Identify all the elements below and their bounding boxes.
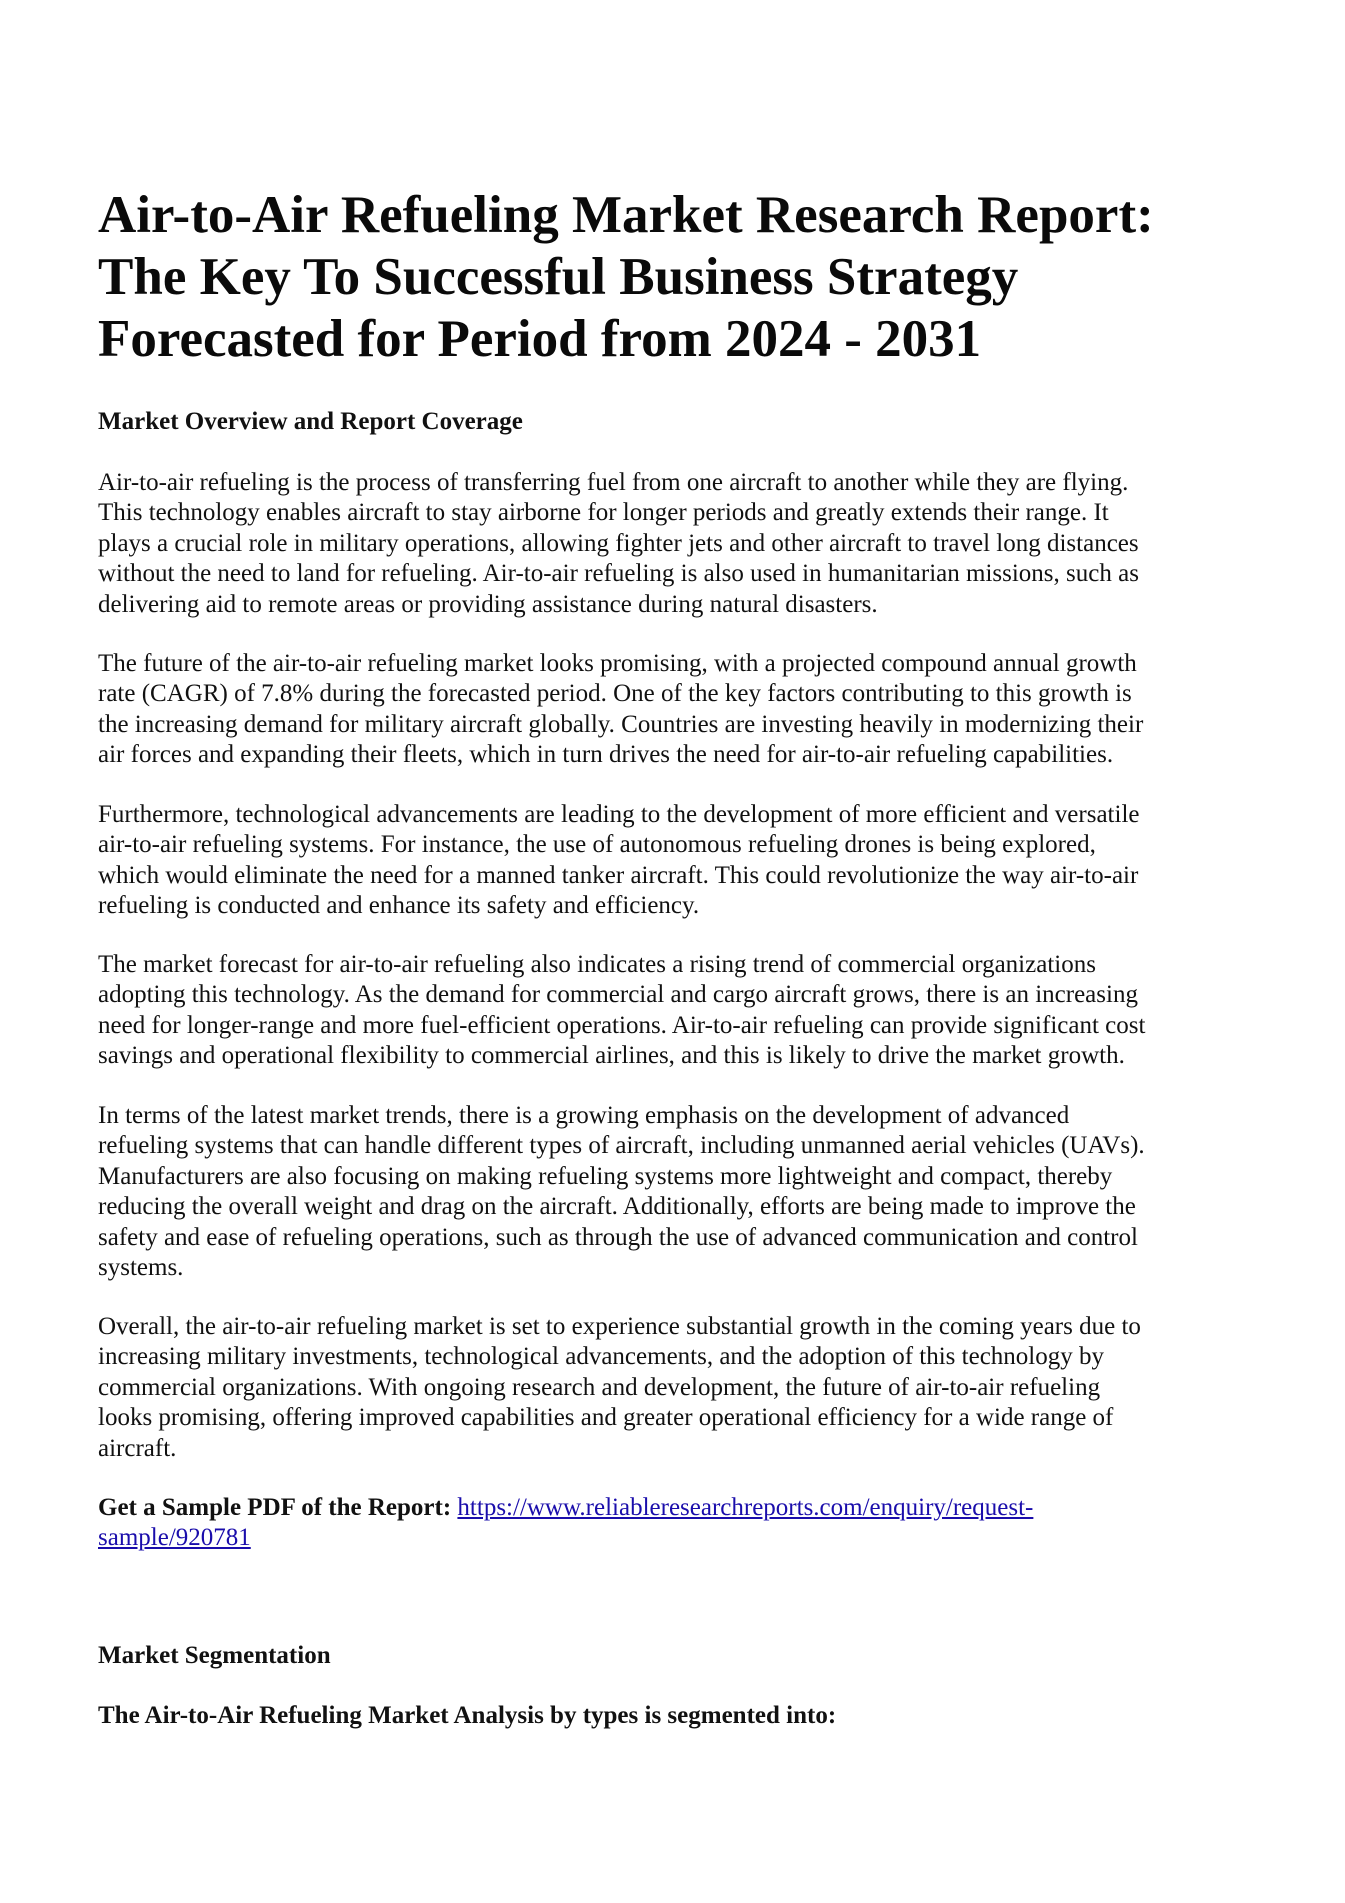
sample-pdf-link-continued[interactable]: sample/920781 (98, 1524, 251, 1551)
title-line: The Key To Successful Business Strategy (98, 248, 1019, 306)
paragraph-line: air forces and expanding their fleets, which in turn drives the need for air-to-air refueling capabilities. (98, 741, 1114, 769)
paragraph-line: looks promising, offering improved capabilities and greater operational efficiency for a wide range of (98, 1404, 1114, 1432)
paragraph-technology (98, 800, 1258, 922)
paragraph-line: This technology enables aircraft to stay airborne for longer periods and greatly extends their range. It (98, 499, 1109, 527)
paragraph-line: adopting this technology. As the demand for commercial and cargo aircraft grows, there is an increasing (98, 981, 1138, 1009)
paragraph-overall (98, 1312, 1258, 1464)
sample-pdf-link[interactable]: https://www.reliableresearchreports.com/enquiry/request- (457, 1494, 1034, 1521)
paragraph-forecast (98, 950, 1258, 1072)
paragraph-line: Manufacturers are also focusing on making refueling systems more lightweight and compact, thereby (98, 1162, 1113, 1190)
paragraph-line: commercial organizations. With ongoing research and development, the future of air-to-air refueling (98, 1373, 1101, 1401)
paragraph-trends (98, 1101, 1258, 1283)
paragraph-line: rate (CAGR) of 7.8% during the forecasted period. One of the key factors contributing to this growth is (98, 680, 1132, 708)
paragraph-line: need for longer-range and more fuel-efficient operations. Air-to-air refueling can provide significant cost (98, 1011, 1146, 1039)
paragraph-line: refueling is conducted and enhance its safety and efficiency. (98, 892, 700, 920)
types-heading: The Air-to-Air Refueling Market Analysis by types is segmented into: (98, 1702, 837, 1729)
paragraph-line: aircraft. (98, 1434, 177, 1462)
paragraph-line: the increasing demand for military aircraft globally. Countries are investing heavily in modernizing their (98, 710, 1144, 738)
paragraph-line: without the need to land for refueling. Air-to-air refueling is also used in humanitarian missions, such as (98, 560, 1139, 588)
paragraph-line: which would eliminate the need for a manned tanker aircraft. This could revolutionize the way air-to-air (98, 861, 1139, 889)
paragraph-line: The market forecast for air-to-air refueling also indicates a rising trend of commercial organizations (98, 951, 1096, 978)
paragraph-line: delivering aid to remote areas or providing assistance during natural disasters. (98, 590, 878, 618)
paragraph-line: refueling systems that can handle different types of aircraft, including unmanned aerial vehicles (UAVs). (98, 1132, 1145, 1160)
sample-pdf-block (98, 1493, 1258, 1553)
paragraph-line: Furthermore, technological advancements are leading to the development of more efficient and versatile (98, 801, 1140, 828)
paragraph-line: air-to-air refueling systems. For instance, the use of autonomous refueling drones is being explored, (98, 831, 1096, 859)
title-line: Air-to-Air Refueling Market Research Report: (98, 186, 1154, 244)
paragraph-line: savings and operational flexibility to commercial airlines, and this is likely to drive the market growth. (98, 1042, 1125, 1070)
paragraph-line: In terms of the latest market trends, there is a growing emphasis on the development of advanced (98, 1102, 1070, 1129)
segmentation-heading: Market Segmentation (98, 1642, 331, 1669)
paragraph-line: The future of the air-to-air refueling market looks promising, with a projected compound annual growth (98, 650, 1137, 677)
paragraph-future (98, 649, 1258, 771)
report-title (98, 184, 1258, 370)
title-line: Forecasted for Period from 2024 - 2031 (98, 310, 982, 368)
paragraph-line: plays a crucial role in military operations, allowing fighter jets and other aircraft to travel long distances (98, 529, 1139, 557)
sample-pdf-label: Get a Sample PDF of the Report: (98, 1494, 452, 1521)
paragraph-line: reducing the overall weight and drag on the aircraft. Additionally, efforts are being made to improve the (98, 1193, 1136, 1221)
paragraph-line: systems. (98, 1254, 184, 1282)
paragraph-line: safety and ease of refueling operations, such as through the use of advanced communication and control (98, 1223, 1138, 1251)
paragraph-line: increasing military investments, technological advancements, and the adoption of this technology by (98, 1343, 1104, 1371)
paragraph-overview (98, 468, 1258, 620)
overview-heading: Market Overview and Report Coverage (98, 408, 523, 435)
paragraph-line: Air-to-air refueling is the process of transferring fuel from one aircraft to another while they are flying. (98, 469, 1129, 496)
paragraph-line: Overall, the air-to-air refueling market is set to experience substantial growth in the coming years due to (98, 1313, 1141, 1340)
